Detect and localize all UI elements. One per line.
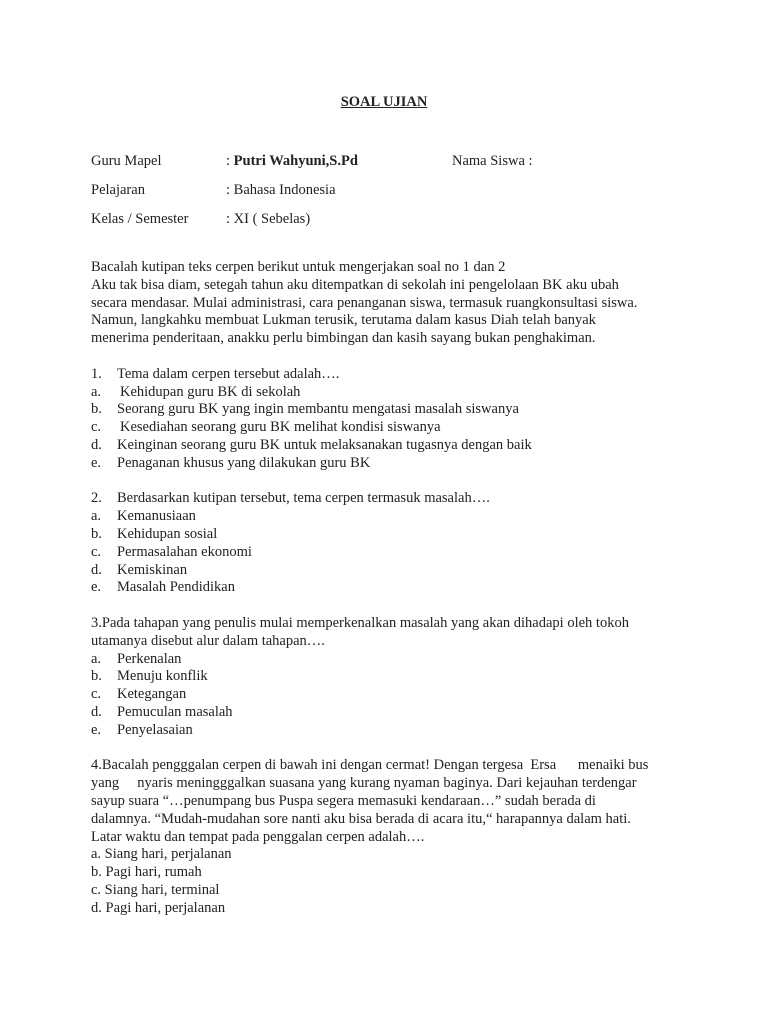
option-text: Perkenalan xyxy=(117,650,182,667)
option-letter: a. xyxy=(91,383,102,400)
option-text: Kemanusiaan xyxy=(117,508,196,525)
question-text: 4.Bacalah pengggalan cerpen di bawah ini dengan cermat! Dengan tergesa Ersa menaiki bus xyxy=(91,757,649,774)
option-text: Ketegangan xyxy=(117,686,187,703)
option-text: Permasalahan ekonomi xyxy=(117,543,252,560)
question-text: dalamnya. “Mudah-mudahan sore nanti aku bisa berada di acara itu,“ harapannya dalam hati. xyxy=(91,810,631,827)
option-row xyxy=(91,579,691,597)
nama-siswa-label: Nama Siswa : xyxy=(452,153,533,169)
option-letter: c. xyxy=(91,686,102,703)
question-2-prompt xyxy=(91,490,691,508)
option-row xyxy=(91,384,691,402)
guru-mapel-value xyxy=(226,153,358,170)
guru-mapel-label: Guru Mapel xyxy=(91,153,162,169)
option-text: Penyelasaian xyxy=(117,721,193,738)
option-row xyxy=(91,562,691,580)
option-text: c. Siang hari, terminal xyxy=(91,881,220,898)
question-text: yang nyaris meningggalkan suasana yang kurang nyaman baginya. Dari kejauhan terdengar xyxy=(91,775,637,792)
option-text: Kemiskinan xyxy=(117,561,188,578)
passage-line: menerima penderitaan, anakku perlu bimbingan dan kasih sayang bukan penghakiman. xyxy=(91,330,596,347)
option-text: Penaganan khusus yang dilakukan guru BK xyxy=(117,454,371,471)
option-row xyxy=(91,722,691,740)
passage-line: Namun, langkahku membuat Lukman terusik, terutama dalam kasus Diah telah banyak xyxy=(91,312,596,329)
pelajaran-value: : Bahasa Indonesia xyxy=(226,182,336,198)
option-row xyxy=(91,704,691,722)
option-letter: b. xyxy=(91,401,102,418)
option-letter: d. xyxy=(91,436,102,453)
question-1 xyxy=(91,366,691,473)
exam-content xyxy=(91,259,691,917)
option-letter: d. xyxy=(91,561,102,578)
option-text: d. Pagi hari, perjalanan xyxy=(91,899,226,916)
question-number: 2. xyxy=(91,490,102,507)
question-text: Tema dalam cerpen tersebut adalah…. xyxy=(117,365,340,382)
guru-mapel-name: Putri Wahyuni,S.Pd xyxy=(233,153,358,169)
page-title: SOAL UJIAN xyxy=(340,94,428,110)
kelas-semester-value: : XI ( Sebelas) xyxy=(226,211,311,227)
option-text: a. Siang hari, perjalanan xyxy=(91,846,232,863)
question-text: 3.Pada tahapan yang penulis mulai memperkenalkan masalah yang akan dihadapi oleh tokoh xyxy=(91,614,629,631)
option-text: Menuju konflik xyxy=(117,668,208,685)
option-row xyxy=(91,668,691,686)
question-text: Latar waktu dan tempat pada penggalan cerpen adalah…. xyxy=(91,828,425,845)
guru-mapel-colon: : xyxy=(226,153,234,169)
option-text: Keinginan seorang guru BK untuk melaksanakan tugasnya dengan baik xyxy=(117,436,532,453)
option-row xyxy=(91,651,691,669)
question-text: sayup suara “…penumpang bus Puspa segera memasuki kendaraan…” sudah berada di xyxy=(91,792,596,809)
option-row xyxy=(91,526,691,544)
passage-line: Aku tak bisa diam, setegah tahun aku ditempatkan di sekolah ini pengelolaan BK aku ubah xyxy=(91,276,619,293)
option-text: Kesediahan seorang guru BK melihat kondisi siswanya xyxy=(120,419,441,436)
option-letter: c. xyxy=(91,419,102,436)
option-row xyxy=(91,401,691,419)
option-row xyxy=(91,455,691,473)
option-letter: a. xyxy=(91,650,102,667)
option-row xyxy=(91,544,691,562)
option-letter: c. xyxy=(91,543,102,560)
question-2 xyxy=(91,490,691,597)
option-text: Kehidupan sosial xyxy=(117,525,218,542)
question-number: 1. xyxy=(91,365,102,382)
option-letter: d. xyxy=(91,703,102,720)
option-text: Masalah Pendidikan xyxy=(117,579,235,596)
option-letter: b. xyxy=(91,668,102,685)
question-4 xyxy=(91,757,691,917)
option-row xyxy=(91,508,691,526)
reading-passage xyxy=(91,259,691,348)
question-text: utamanya disebut alur dalam tahapan…. xyxy=(91,632,325,649)
pelajaran-label: Pelajaran xyxy=(91,182,145,198)
kelas-semester-label: Kelas / Semester xyxy=(91,211,189,227)
option-letter: b. xyxy=(91,525,102,542)
option-letter: e. xyxy=(91,721,102,738)
passage-line: secara mendasar. Mulai administrasi, cara penanganan siswa, termasuk ruangkonsultasi siswa. xyxy=(91,294,638,311)
question-3 xyxy=(91,615,691,740)
option-letter: e. xyxy=(91,454,102,471)
option-text: b. Pagi hari, rumah xyxy=(91,864,202,881)
option-letter: a. xyxy=(91,508,102,525)
option-row xyxy=(91,686,691,704)
question-1-prompt xyxy=(91,366,691,384)
option-row xyxy=(91,419,691,437)
option-row xyxy=(91,437,691,455)
option-text: Seorang guru BK yang ingin membantu mengatasi masalah siswanya xyxy=(117,401,519,418)
passage-instruction: Bacalah kutipan teks cerpen berikut untuk mengerjakan soal no 1 dan 2 xyxy=(91,259,506,275)
option-letter: e. xyxy=(91,579,102,596)
option-text: Kehidupan guru BK di sekolah xyxy=(120,383,301,400)
option-text: Pemuculan masalah xyxy=(117,703,233,720)
question-text: Berdasarkan kutipan tersebut, tema cerpen termasuk masalah…. xyxy=(117,490,490,507)
